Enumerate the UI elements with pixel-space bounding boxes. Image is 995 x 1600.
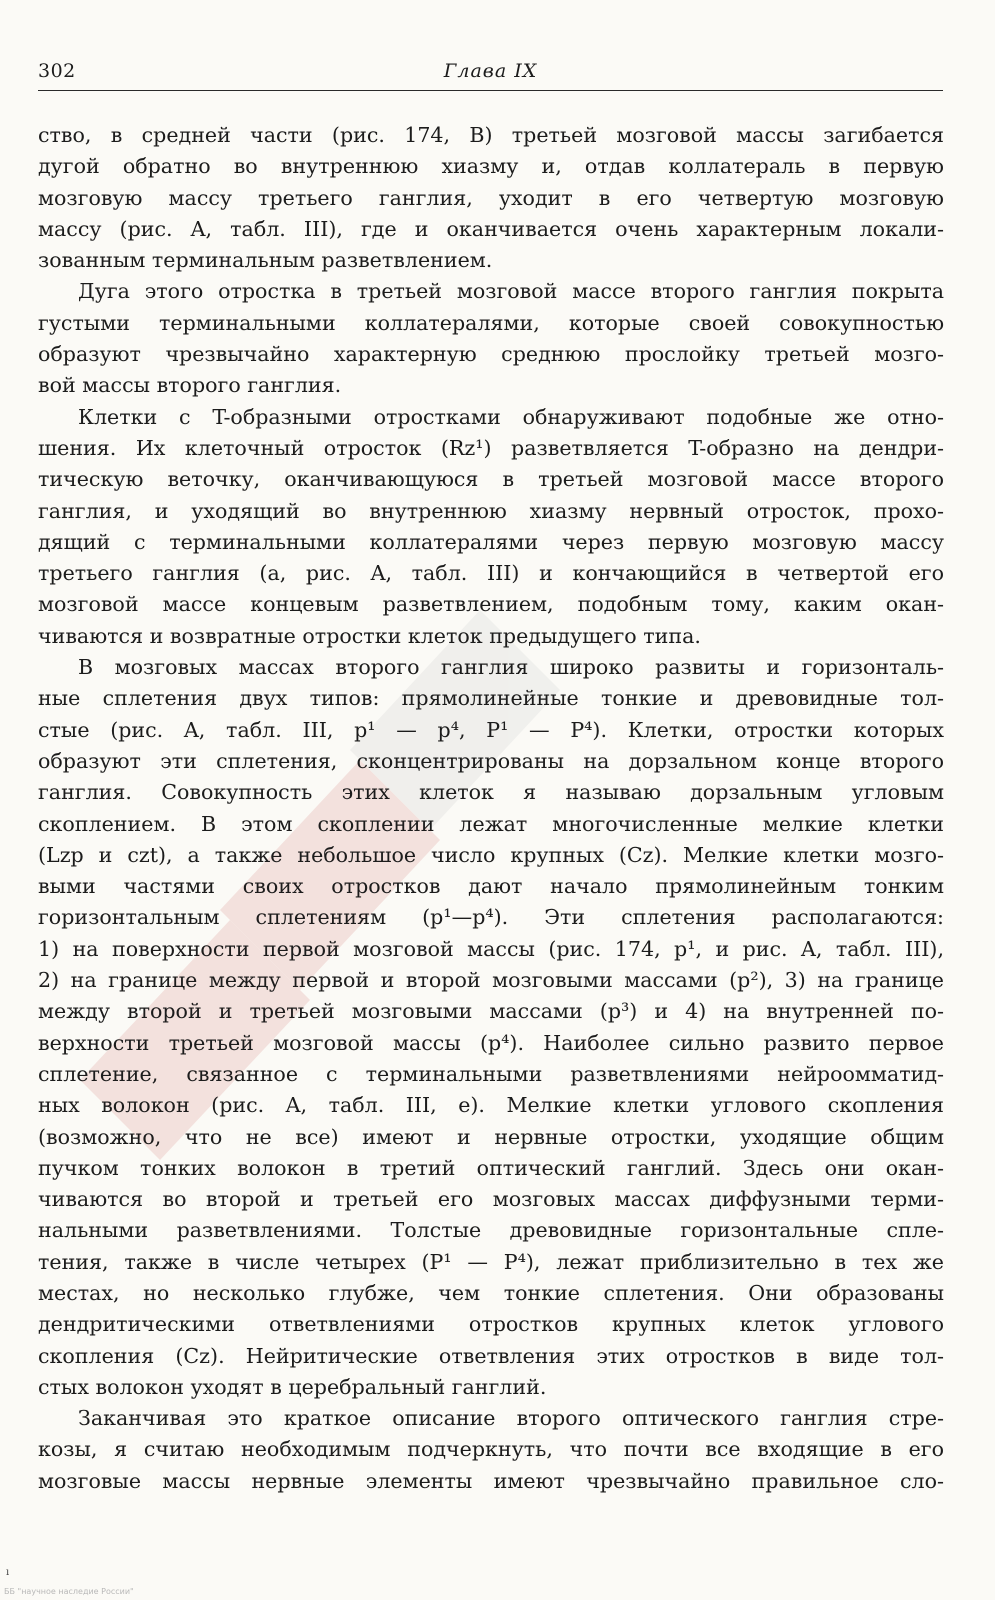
- text-line: верхности третьей мозговой массы (p⁴). Наиболее сильно развито первое: [38, 1030, 944, 1055]
- text-line: местах, но несколько глубже, чем тонкие сплетения. Они образованы: [38, 1280, 944, 1305]
- text-line: тическую веточку, оканчивающуюся в третьей мозговой массе второго: [38, 467, 944, 492]
- text-line: дящий с терминальными коллатералями через первую мозговую массу: [38, 529, 944, 554]
- text-line: (возможно, что не все) имеют и нервные отростки, уходящие общим: [38, 1124, 944, 1149]
- text-line: стых волокон уходят в церебральный ганглий.: [38, 1374, 547, 1399]
- page-number: 302: [38, 60, 76, 82]
- paragraph: [38, 120, 944, 276]
- footer-note: ББ "научное наследие России": [4, 1587, 134, 1596]
- text-line: 1) на поверхности первой мозговой массы (рис. 174, p¹, и рис. A, табл. III),: [38, 936, 944, 961]
- text-line: скопления (Cz). Нейритические ответвления этих отростков в виде тол-: [38, 1343, 944, 1368]
- text-line: дендритическими ответвлениями отростков крупных клеток углового: [38, 1312, 944, 1337]
- text-line: выми частями своих отростков дают начало прямолинейным тонким: [38, 874, 944, 899]
- text-line: мозговую массу третьего ганглия, уходит в его четвертую мозговую: [38, 185, 944, 210]
- paragraph: [38, 402, 944, 652]
- text-line: Клетки с T-образными отростками обнаруживают подобные же отно-: [78, 404, 944, 429]
- paragraph: [38, 1403, 944, 1497]
- text-line: скоплением. В этом скоплении лежат многочисленные мелкие клетки: [38, 811, 944, 836]
- text-line: ганглия, и уходящий во внутреннюю хиазму нервный отросток, прохо-: [38, 498, 944, 523]
- text-line: ганглия. Совокупность этих клеток я называю дорзальным угловым: [38, 780, 944, 805]
- text-line: горизонтальным сплетениям (p¹—p⁴). Эти сплетения располагаются:: [38, 905, 944, 930]
- text-line: между второй и третьей мозговыми массами (p³) и 4) на внутренней по-: [38, 999, 944, 1024]
- body-text: [38, 120, 944, 1497]
- text-line: стые (рис. A, табл. III, p¹ — p⁴, P¹ — P⁴). Клетки, отростки которых: [38, 717, 944, 742]
- text-line: образуют эти сплетения, сконцентрированы на дорзальном конце второго: [38, 748, 944, 773]
- text-line: (Lzp и czt), а также небольшое число крупных (Cz). Мелкие клетки мозго-: [38, 842, 944, 867]
- chapter-title: Глава IX: [443, 60, 538, 82]
- corner-mark: ı: [6, 1567, 10, 1578]
- text-line: третьего ганглия (a, рис. A, табл. III) и кончающийся в четвертой его: [38, 561, 944, 586]
- text-line: образуют чрезвычайно характерную среднюю прослойку третьей мозго-: [38, 342, 944, 367]
- page-header: [38, 58, 943, 91]
- text-line: 2) на границе между первой и второй мозговыми массами (p²), 3) на границе: [38, 968, 944, 993]
- text-line: козы, я считаю необходимым подчеркнуть, что почти все входящие в его: [38, 1437, 944, 1462]
- text-line: сплетение, связанное с терминальными разветвлениями нейроомматид-: [38, 1061, 944, 1086]
- text-line: ных волокон (рис. A, табл. III, e). Мелкие клетки углового скопления: [38, 1093, 944, 1118]
- text-line: Заканчивая это краткое описание второго оптического ганглия стре-: [78, 1406, 944, 1431]
- paragraph: [38, 276, 944, 401]
- paragraph: [38, 652, 944, 1403]
- text-line: густыми терминальными коллатералями, которые своей совокупностью: [38, 310, 944, 335]
- text-line: мозговые массы нервные элементы имеют чрезвычайно правильное сло-: [38, 1468, 944, 1493]
- text-line: тения, также в числе четырех (P¹ — P⁴), лежат приблизительно в тех же: [38, 1249, 944, 1274]
- text-line: чиваются во второй и третьей его мозговых массах диффузными терми-: [38, 1187, 944, 1212]
- text-line: ство, в средней части (рис. 174, B) третьей мозговой массы загибается: [38, 123, 944, 147]
- text-line: нальными разветвлениями. Толстые древовидные горизонтальные спле-: [38, 1218, 944, 1243]
- text-line: мозговой массе концевым разветвлением, подобным тому, каким окан-: [38, 592, 944, 617]
- text-line: В мозговых массах второго ганглия широко развиты и горизонталь-: [78, 655, 944, 680]
- text-line: массу (рис. A, табл. III), где и оканчивается очень характерным локали-: [38, 216, 944, 241]
- text-line: Дуга этого отростка в третьей мозговой массе второго ганглия покрыта: [78, 279, 944, 304]
- text-line: дугой обратно во внутреннюю хиазму и, отдав коллатераль в первую: [38, 154, 944, 179]
- text-line: пучком тонких волокон в третий оптический ганглий. Здесь они окан-: [38, 1155, 944, 1180]
- text-line: вой массы второго ганглия.: [38, 373, 342, 398]
- text-line: чиваются и возвратные отростки клеток предыдущего типа.: [38, 623, 701, 648]
- text-line: ные сплетения двух типов: прямолинейные тонкие и древовидные тол-: [38, 686, 944, 711]
- text-line: шения. Их клеточный отросток (Rz¹) разветвляется T-образно на дендри-: [38, 435, 944, 460]
- text-line: зованным терминальным разветвлением.: [38, 248, 493, 273]
